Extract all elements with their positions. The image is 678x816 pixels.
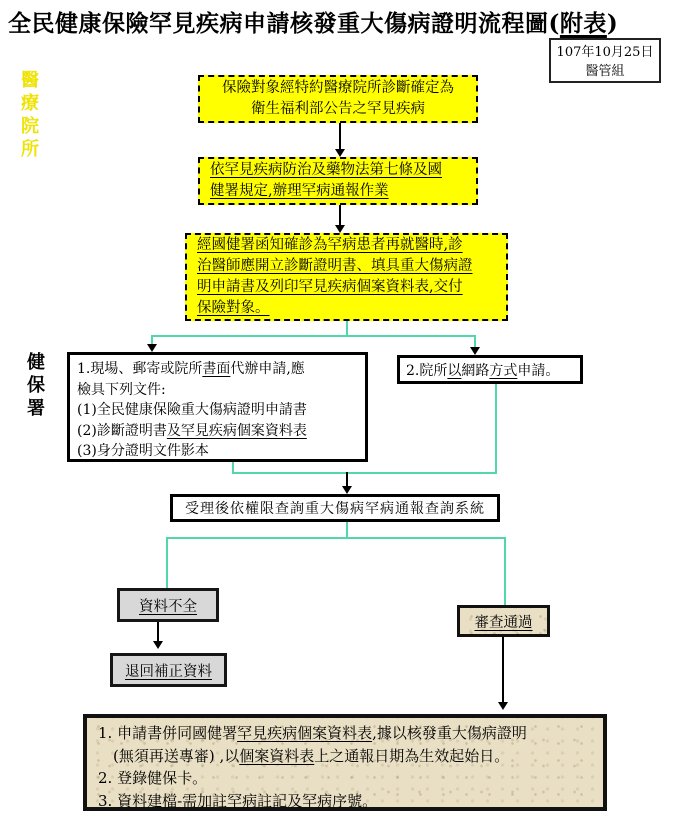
flow-node-query-system: 受理後依權限查詢重大傷病罕病通報查詢系統 bbox=[170, 494, 500, 522]
connector-line bbox=[495, 384, 497, 474]
flow-node-certificate-issuance: 1. 申請書併同國健署罕見疾病個案資料表,據以核發重大傷病證明 (無須再送專審) ,以個案資料表上之通報日期為生效起始日。 2. 登錄健保卡。 3. 資料建檔-需加註罕病註記及罕病序號。 bbox=[83, 714, 607, 811]
page-title: 全民健康保險罕見疾病申請核發重大傷病證明流程圖(附表) bbox=[8, 10, 619, 37]
flow-node-incomplete-data: 資料不全 bbox=[117, 588, 219, 622]
connector-line bbox=[502, 637, 504, 703]
flow-node-return-for-correction: 退回補正資料 bbox=[110, 653, 227, 687]
connector-line bbox=[157, 622, 159, 642]
arrowhead-down bbox=[342, 486, 352, 494]
connector-line bbox=[346, 472, 348, 487]
flow-node-paper-application: 1.現場、郵寄或院所書面代辦申請,應 檢具下列文件: (1)全民健康保險重大傷病證明申請書 (2)診斷證明書及罕見疾病個案資料表 (3)身分證明文件影本 bbox=[67, 352, 368, 462]
arrowhead-down bbox=[153, 641, 163, 649]
date-unit-box bbox=[549, 38, 661, 83]
arrowhead-down bbox=[470, 347, 480, 355]
unit-text: 醫管組 bbox=[585, 64, 625, 79]
flow-node-diagnosis: 保險對象經特約醫療院所診斷確定為 衛生福利部公告之罕見疾病 bbox=[198, 75, 478, 123]
connector-line bbox=[166, 537, 168, 588]
connector-line bbox=[474, 335, 476, 347]
connector-line bbox=[339, 123, 341, 150]
arrowhead-down bbox=[498, 702, 508, 710]
arrowhead-down bbox=[335, 225, 345, 233]
connector-line bbox=[504, 537, 506, 605]
arrowhead-down bbox=[147, 344, 157, 352]
flow-node-review-approved: 審查通過 bbox=[457, 605, 550, 637]
swimlane-label-nhia: 健保署 bbox=[24, 352, 45, 421]
date-text: 107年10月25日 bbox=[556, 45, 654, 60]
flow-node-rare-disease-report: 依罕見疾病防治及藥物法第七條及國 健署規定,辦理罕病通報作業 bbox=[198, 157, 478, 205]
connector-line bbox=[166, 537, 506, 539]
swimlane-label-medical-provider: 醫療院所 bbox=[18, 70, 39, 162]
flow-node-online-application: 2.院所以網路方式申請。 bbox=[397, 355, 583, 384]
connector-line bbox=[232, 472, 497, 474]
connector-line bbox=[151, 335, 476, 337]
flow-node-revisit-documents: 經國健署函知確診為罕病患者再就醫時,診 治醫師應開立診斷證明書、填具重大傷病證 明申請書及列印罕見疾病個案資料表,交付 保險對象。 bbox=[185, 233, 508, 321]
arrowhead-down bbox=[335, 149, 345, 157]
connector-line bbox=[339, 205, 341, 226]
connector-line bbox=[346, 321, 348, 336]
